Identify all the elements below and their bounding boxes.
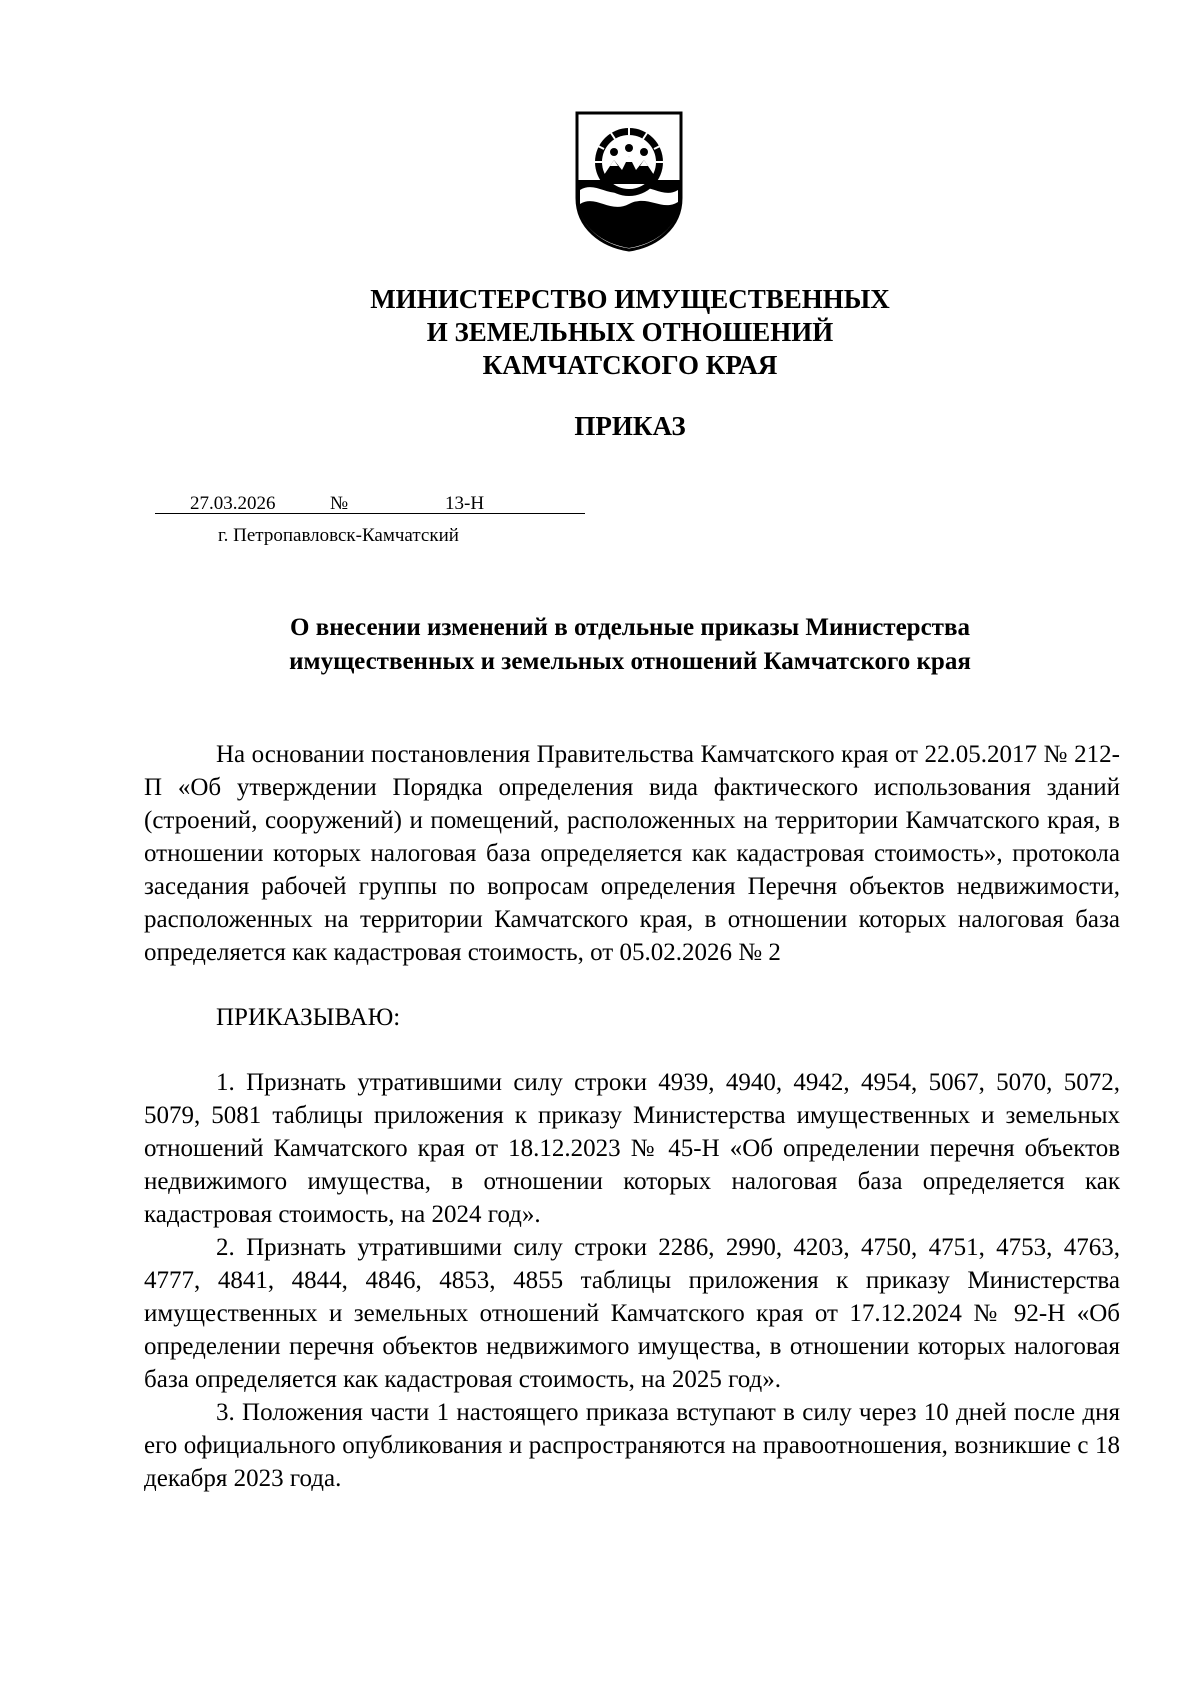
order-item-1: 1. Признать утратившими силу строки 4939, 4940, 4942, 4954, 5067, 5070, 5072, 5079, 5081 таблицы приложения к приказу Министерства имущественных и земельных отношений Камчатского края от 18.12.2023 № 45-Н «Об определении перечня объектов недвижимого имущества, в отношении которых налоговая база определяется как кадастровая стоимость, на 2024 год».	[144, 1069, 1120, 1228]
date-number-line	[155, 493, 585, 517]
document-title	[0, 611, 1200, 679]
document-type: ПРИКАЗ	[574, 411, 686, 441]
ministry-header-line-3: КАМЧАТСКОГО КРАЯ	[482, 350, 778, 380]
document-body	[144, 738, 1120, 1495]
order-word: ПРИКАЗЫВАЮ:	[216, 1004, 401, 1031]
kamchatka-coat-of-arms-icon	[574, 110, 684, 252]
order-item-3: 3. Положения части 1 настоящего приказа вступают в силу через 10 дней после дня его официального опубликования и распространяются на правоотношения, возникшие с 18 декабря 2023 года.	[144, 1399, 1120, 1492]
ministry-header-line-2: И ЗЕМЕЛЬНЫХ ОТНОШЕНИЙ	[426, 317, 834, 347]
ministry-header-line-1: МИНИСТЕРСТВО ИМУЩЕСТВЕННЫХ	[370, 284, 890, 314]
document-title-line-1: О внесении изменений в отдельные приказы Министерства	[290, 614, 970, 641]
number-sign: №	[330, 493, 349, 514]
order-number: 13-Н	[445, 493, 485, 514]
order-date: 27.03.2026	[190, 493, 276, 514]
preamble-paragraph: На основании постановления Правительства Камчатского края от 22.05.2017 № 212-П «Об утверждении Порядка определения вида фактического использования зданий (строений, сооружений) и помещений, расположенных на территории Камчатского края, в отношении которых налоговая база определяется как кадастровая стоимость», протокола заседания рабочей группы по вопросам определения Перечня объектов недвижимости, расположенных на территории Камчатского края, в отношении которых налоговая база определяется как кадастровая стоимость, от 05.02.2026 № 2	[144, 741, 1120, 966]
order-item-2: 2. Признать утратившими силу строки 2286, 2990, 4203, 4750, 4751, 4753, 4763, 4777, 4841, 4844, 4846, 4853, 4855 таблицы приложения к приказу Министерства имущественных и земельных отношений Камчатского края от 17.12.2024 № 92-Н «Об определении перечня объектов недвижимого имущества, в отношении которых налоговая база определяется как кадастровая стоимость, на 2025 год».	[144, 1234, 1120, 1393]
document-title-line-2: имущественных и земельных отношений Камчатского края	[289, 648, 971, 675]
city: г. Петропавловск-Камчатский	[218, 525, 459, 546]
ministry-header	[0, 283, 1200, 382]
